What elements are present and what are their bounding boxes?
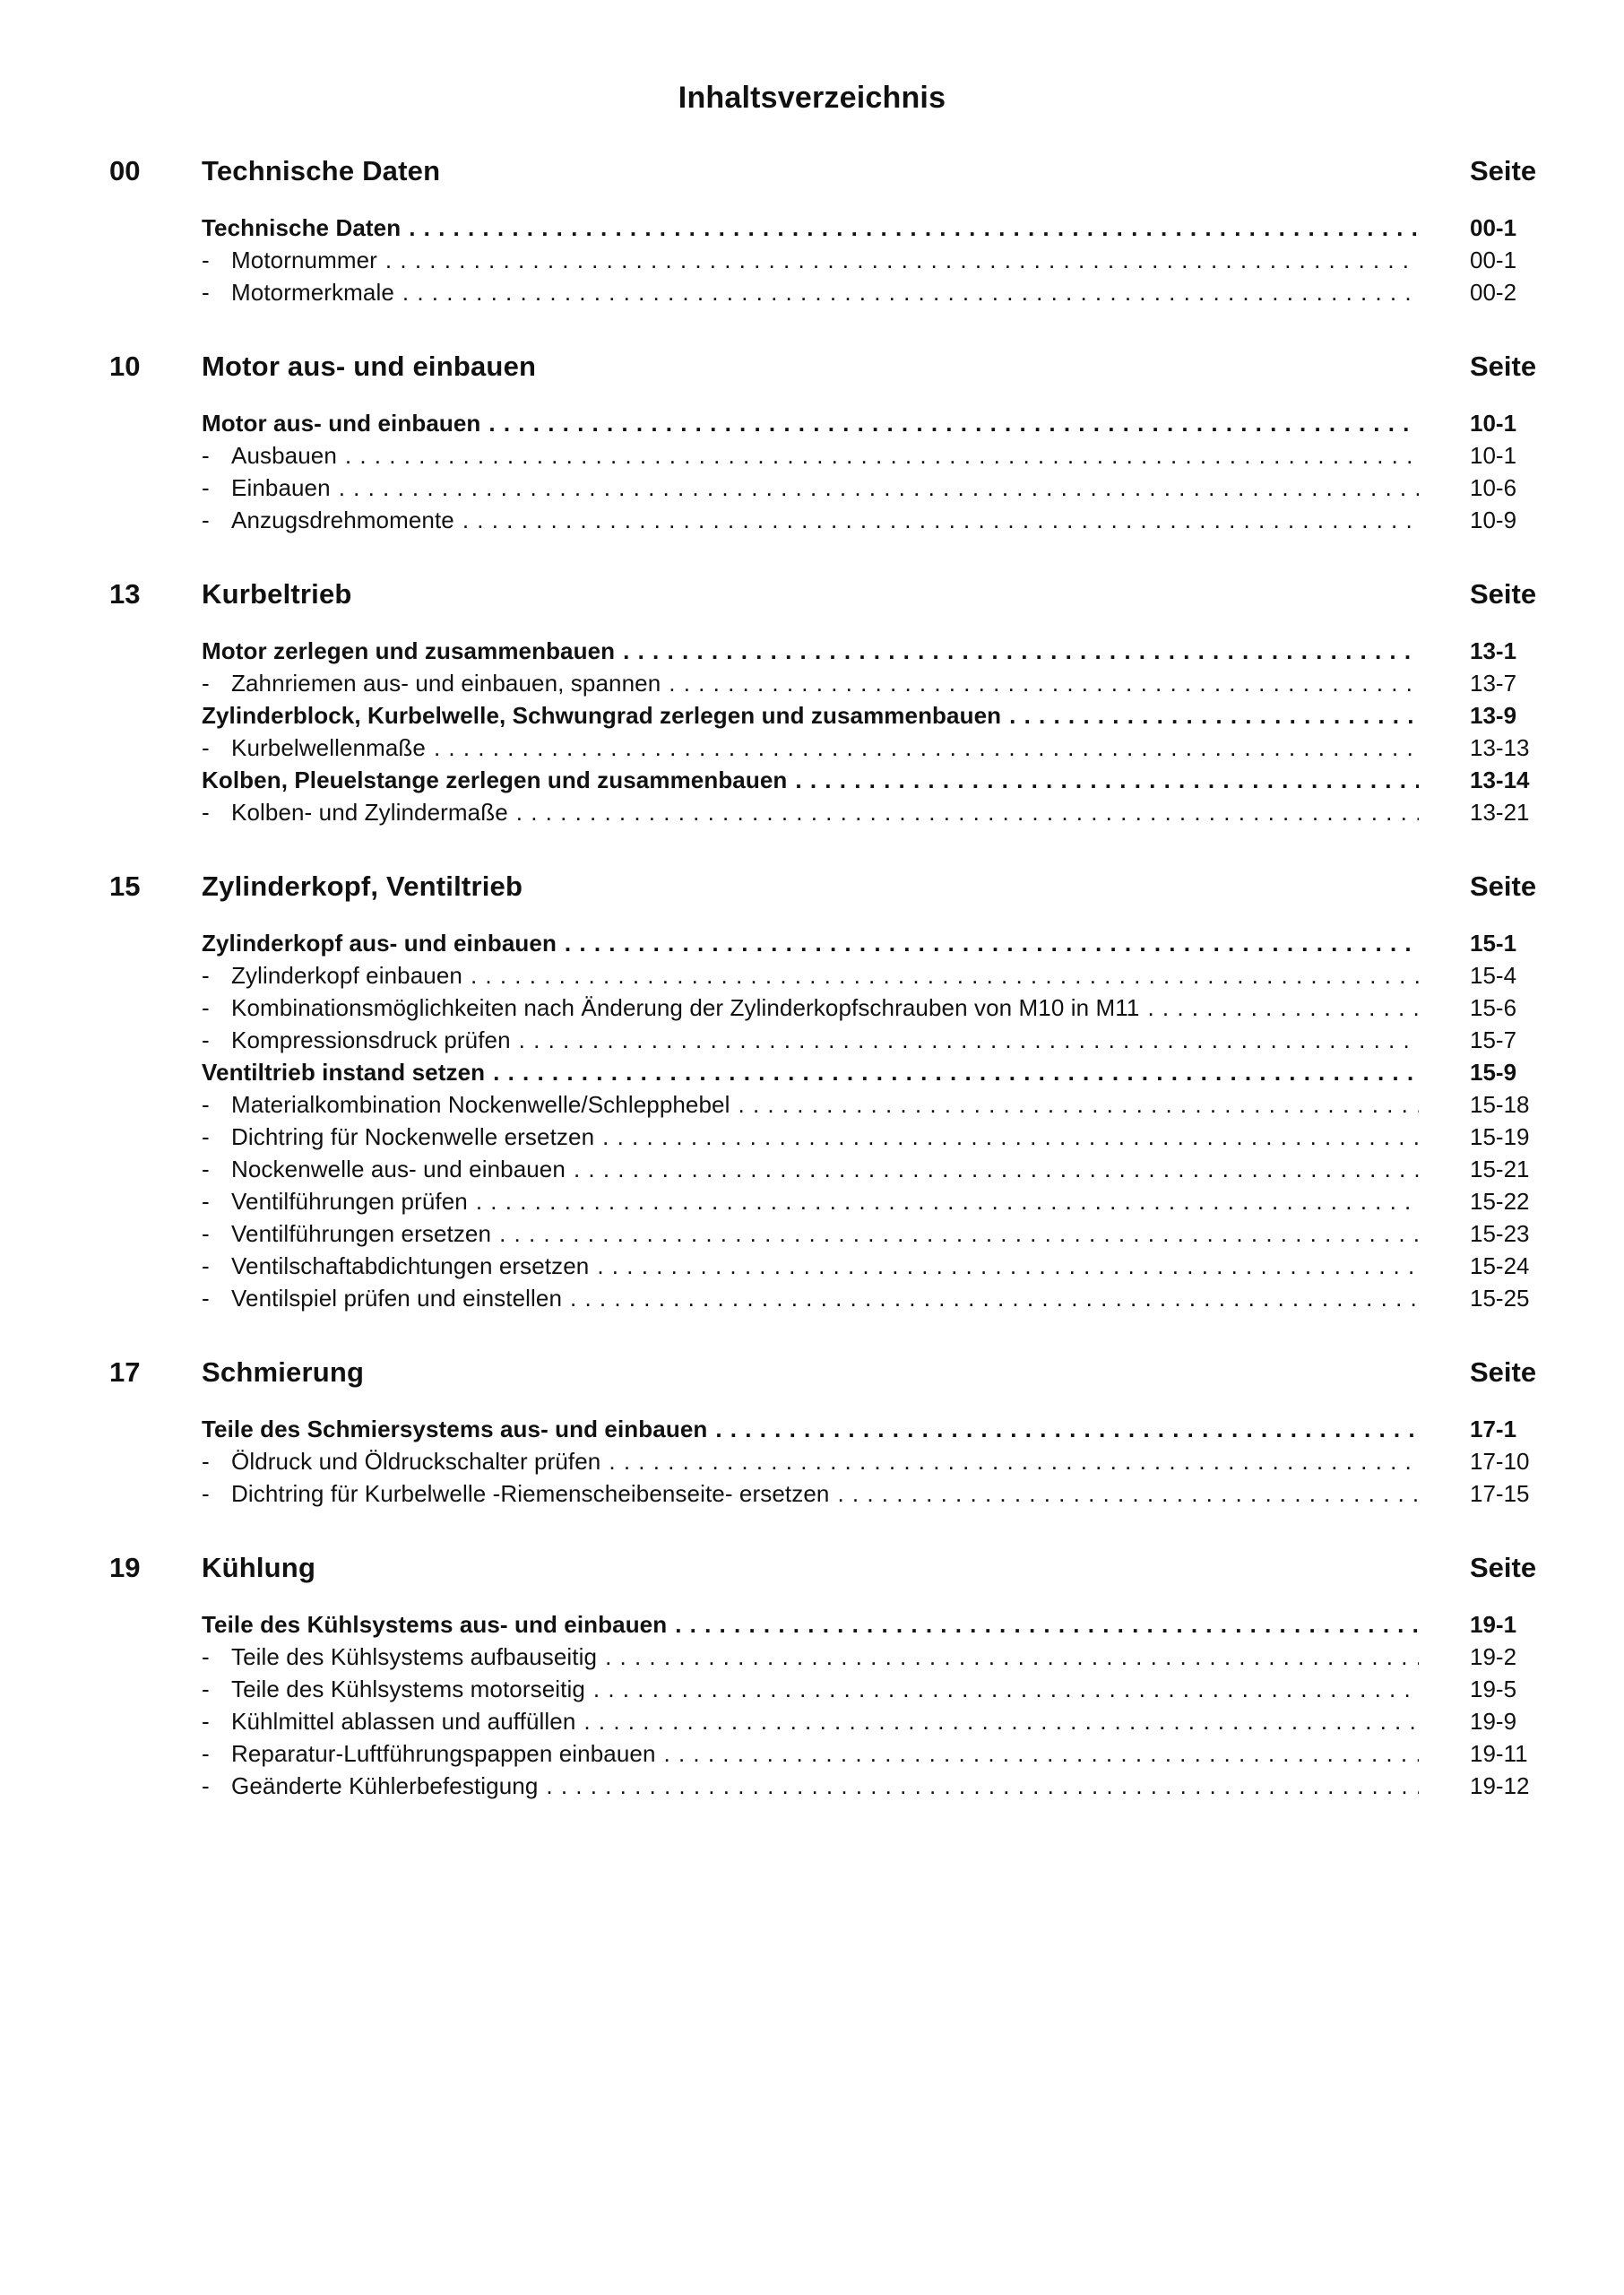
entry-label: Zylinderkopf aus- und einbauen — [202, 930, 557, 957]
toc-entry — [202, 276, 1573, 308]
dot-leader — [675, 1608, 1419, 1641]
toc-entry — [202, 764, 1573, 796]
entry-label: Ventilführungen ersetzen — [231, 1220, 492, 1247]
entry-label: Nockenwelle aus- und einbauen — [231, 1156, 566, 1182]
toc-section-15 — [0, 871, 1624, 1314]
entry-label: Zahnriemen aus- und einbauen, spannen — [231, 670, 661, 697]
page-column-header: Seite — [1470, 1552, 1537, 1583]
entry-dash: - — [202, 670, 210, 697]
entry-dash: - — [202, 1091, 210, 1118]
section-header — [109, 871, 1577, 902]
section-header — [109, 1553, 1577, 1583]
entry-page-number: 19-1 — [1470, 1611, 1517, 1638]
section-number: 19 — [109, 1552, 141, 1583]
section-entries — [202, 407, 1573, 536]
dot-leader — [516, 796, 1419, 828]
dot-leader — [837, 1477, 1419, 1510]
section-number: 17 — [109, 1356, 141, 1388]
entry-label: Kühlmittel ablassen und auffüllen — [231, 1708, 576, 1735]
entry-label: Zylinderkopf einbauen — [231, 962, 462, 989]
entry-label: Motornummer — [231, 247, 377, 273]
entry-dash: - — [202, 734, 210, 761]
dot-leader — [493, 1056, 1419, 1088]
dot-leader — [519, 1024, 1419, 1056]
toc-sections — [0, 156, 1624, 1802]
toc-entry — [202, 1770, 1573, 1802]
entry-page-number: 19-5 — [1470, 1676, 1517, 1702]
toc-entry — [202, 1608, 1573, 1641]
entry-label: Teile des Kühlsystems motorseitig — [231, 1676, 585, 1702]
toc-entry — [202, 1024, 1573, 1056]
entry-page-number: 19-12 — [1470, 1772, 1530, 1799]
dot-leader — [739, 1088, 1420, 1121]
dot-leader — [345, 439, 1419, 472]
dot-leader — [605, 1641, 1419, 1673]
toc-section-10 — [0, 351, 1624, 536]
entry-page-number: 19-9 — [1470, 1708, 1517, 1735]
entry-label: Materialkombination Nockenwelle/Schlepphebel — [231, 1091, 730, 1118]
toc-entry — [202, 1413, 1573, 1445]
dot-leader — [669, 667, 1419, 699]
entry-dash: - — [202, 1156, 210, 1182]
entry-dash: - — [202, 1123, 210, 1150]
toc-entry — [202, 439, 1573, 472]
toc-entry — [202, 1705, 1573, 1737]
entry-dash: - — [202, 1740, 210, 1767]
section-title: Kühlung — [202, 1552, 316, 1583]
entry-dash: - — [202, 1448, 210, 1475]
entry-page-number: 15-7 — [1470, 1026, 1517, 1053]
entry-page-number: 10-1 — [1470, 410, 1517, 437]
toc-entry — [202, 927, 1573, 959]
entry-dash: - — [202, 1285, 210, 1312]
entry-page-number: 15-9 — [1470, 1059, 1517, 1086]
dot-leader — [574, 1153, 1419, 1185]
dot-leader — [402, 276, 1419, 308]
entry-label: Motor aus- und einbauen — [202, 410, 481, 437]
entry-page-number: 10-9 — [1470, 507, 1517, 533]
section-entries — [202, 1413, 1573, 1510]
toc-entry — [202, 1641, 1573, 1673]
entry-page-number: 15-6 — [1470, 994, 1517, 1021]
toc-entry — [202, 992, 1573, 1024]
entry-label: Motormerkmale — [231, 279, 394, 306]
section-number: 00 — [109, 155, 141, 186]
entry-page-number: 00-2 — [1470, 279, 1517, 306]
entry-page-number: 15-18 — [1470, 1091, 1530, 1118]
entry-label: Teile des Kühlsystems aufbauseitig — [231, 1643, 598, 1670]
toc-entry — [202, 732, 1573, 764]
entry-dash: - — [202, 1708, 210, 1735]
entry-dash: - — [202, 1480, 210, 1507]
entry-label: Teile des Schmiersystems aus- und einbauen — [202, 1416, 708, 1442]
entry-dash: - — [202, 994, 210, 1021]
toc-entry — [202, 1673, 1573, 1705]
entry-dash: - — [202, 1252, 210, 1279]
entry-page-number: 19-2 — [1470, 1643, 1517, 1670]
toc-entry — [202, 1477, 1573, 1510]
entry-label: Anzugsdrehmomente — [231, 507, 454, 533]
dot-leader — [499, 1217, 1419, 1250]
page-column-header: Seite — [1470, 870, 1537, 902]
toc-entry — [202, 635, 1573, 667]
entry-page-number: 00-1 — [1470, 214, 1517, 241]
entry-label: Dichtring für Nockenwelle ersetzen — [231, 1123, 595, 1150]
section-header — [109, 156, 1577, 186]
entry-page-number: 15-25 — [1470, 1285, 1530, 1312]
toc-entry — [202, 1121, 1573, 1153]
page-title: Inhaltsverzeichnis — [678, 81, 946, 115]
entry-page-number: 15-21 — [1470, 1156, 1530, 1182]
toc-entry — [202, 1445, 1573, 1477]
toc-section-13 — [0, 579, 1624, 828]
entry-dash: - — [202, 1772, 210, 1799]
entry-dash: - — [202, 962, 210, 989]
toc-entry — [202, 1153, 1573, 1185]
entry-label: Geänderte Kühlerbefestigung — [231, 1772, 539, 1799]
toc-entry — [202, 699, 1573, 732]
toc-entry — [202, 1185, 1573, 1217]
entry-label: Kompressionsdruck prüfen — [231, 1026, 511, 1053]
dot-leader — [609, 1445, 1419, 1477]
entry-dash: - — [202, 799, 210, 826]
dot-leader — [565, 927, 1419, 959]
dot-leader — [795, 764, 1419, 796]
toc-entry — [202, 504, 1573, 536]
toc-entry — [202, 244, 1573, 276]
entry-page-number: 13-7 — [1470, 670, 1517, 697]
toc-entry — [202, 1250, 1573, 1282]
dot-leader — [471, 959, 1419, 992]
entry-dash: - — [202, 279, 210, 306]
entry-dash: - — [202, 1026, 210, 1053]
dot-leader — [583, 1705, 1419, 1737]
toc-entry — [202, 796, 1573, 828]
entry-page-number: 10-6 — [1470, 474, 1517, 501]
entry-page-number: 15-19 — [1470, 1123, 1530, 1150]
page-column-header: Seite — [1470, 578, 1537, 610]
entry-label: Dichtring für Kurbelwelle -Riemenscheibenseite- ersetzen — [231, 1480, 830, 1507]
entry-label: Teile des Kühlsystems aus- und einbauen — [202, 1611, 668, 1638]
entry-dash: - — [202, 1643, 210, 1670]
entry-page-number: 17-1 — [1470, 1416, 1517, 1442]
entry-page-number: 13-21 — [1470, 799, 1530, 826]
entry-label: Motor zerlegen und zusammenbauen — [202, 637, 616, 664]
section-title: Zylinderkopf, Ventiltrieb — [202, 870, 523, 902]
entry-label: Kombinationsmöglichkeiten nach Änderung der Zylinderkopfschrauben von M10 in M11 — [231, 994, 1140, 1021]
toc-entry — [202, 959, 1573, 992]
section-title: Technische Daten — [202, 155, 441, 186]
section-header — [109, 579, 1577, 610]
entry-page-number: 15-4 — [1470, 962, 1517, 989]
dot-leader — [546, 1770, 1419, 1802]
toc-section-19 — [0, 1553, 1624, 1802]
entry-dash: - — [202, 1676, 210, 1702]
toc-entry — [202, 1088, 1573, 1121]
entry-label: Ventilführungen prüfen — [231, 1188, 468, 1215]
dot-leader — [593, 1673, 1419, 1705]
toc-entry — [202, 1282, 1573, 1314]
toc-section-17 — [0, 1357, 1624, 1510]
entry-label: Ventilschaftabdichtungen ersetzen — [231, 1252, 590, 1279]
entry-label: Öldruck und Öldruckschalter prüfen — [231, 1448, 601, 1475]
entry-page-number: 13-13 — [1470, 734, 1530, 761]
dot-leader — [339, 472, 1419, 504]
toc-entry — [202, 1217, 1573, 1250]
page-column-header: Seite — [1470, 155, 1537, 186]
section-number: 13 — [109, 578, 141, 610]
toc-section-00 — [0, 156, 1624, 308]
section-title: Motor aus- und einbauen — [202, 351, 537, 382]
dot-leader — [623, 635, 1419, 667]
entry-label: Ventiltrieb instand setzen — [202, 1059, 486, 1086]
entry-label: Ventilspiel prüfen und einstellen — [231, 1285, 563, 1312]
dot-leader — [715, 1413, 1419, 1445]
toc-entry — [202, 1056, 1573, 1088]
entry-dash: - — [202, 1220, 210, 1247]
entry-label: Zylinderblock, Kurbelwelle, Schwungrad zerlegen und zusammenbauen — [202, 702, 1002, 729]
entry-page-number: 15-1 — [1470, 930, 1517, 957]
entry-label: Kolben, Pleuelstange zerlegen und zusammenbauen — [202, 766, 788, 793]
toc-entry — [202, 212, 1573, 244]
dot-leader — [488, 407, 1419, 439]
entry-page-number: 17-15 — [1470, 1480, 1530, 1507]
dot-leader — [434, 732, 1419, 764]
entry-page-number: 10-1 — [1470, 442, 1517, 469]
entry-label: Technische Daten — [202, 214, 402, 241]
section-number: 10 — [109, 351, 141, 382]
dot-leader — [1009, 699, 1419, 732]
dot-leader — [1147, 992, 1419, 1024]
dot-leader — [602, 1121, 1419, 1153]
entry-page-number: 00-1 — [1470, 247, 1517, 273]
section-entries — [202, 1608, 1573, 1802]
entry-dash: - — [202, 474, 210, 501]
dot-leader — [409, 212, 1419, 244]
entry-page-number: 15-23 — [1470, 1220, 1530, 1247]
entry-dash: - — [202, 442, 210, 469]
section-header — [109, 1357, 1577, 1388]
section-title: Schmierung — [202, 1356, 365, 1388]
toc-entry — [202, 407, 1573, 439]
page-column-header: Seite — [1470, 1356, 1537, 1388]
section-entries — [202, 927, 1573, 1314]
dot-leader — [570, 1282, 1419, 1314]
entry-label: Einbauen — [231, 474, 331, 501]
section-entries — [202, 635, 1573, 828]
entry-dash: - — [202, 247, 210, 273]
entry-dash: - — [202, 1188, 210, 1215]
dot-leader — [385, 244, 1419, 276]
entry-dash: - — [202, 507, 210, 533]
entry-label: Kolben- und Zylindermaße — [231, 799, 508, 826]
entry-page-number: 17-10 — [1470, 1448, 1530, 1475]
dot-leader — [476, 1185, 1419, 1217]
entry-page-number: 19-11 — [1470, 1740, 1528, 1767]
entry-label: Reparatur-Luftführungspappen einbauen — [231, 1740, 656, 1767]
section-entries — [202, 212, 1573, 308]
section-number: 15 — [109, 870, 141, 902]
entry-page-number: 15-22 — [1470, 1188, 1530, 1215]
page-column-header: Seite — [1470, 351, 1537, 382]
entry-page-number: 13-14 — [1470, 766, 1530, 793]
dot-leader — [664, 1737, 1419, 1770]
section-title: Kurbeltrieb — [202, 578, 352, 610]
dot-leader — [597, 1250, 1419, 1282]
toc-entry — [202, 1737, 1573, 1770]
entry-page-number: 13-1 — [1470, 637, 1517, 664]
entry-label: Ausbauen — [231, 442, 337, 469]
section-header — [109, 351, 1577, 382]
entry-page-number: 15-24 — [1470, 1252, 1530, 1279]
entry-page-number: 13-9 — [1470, 702, 1517, 729]
toc-entry — [202, 667, 1573, 699]
entry-label: Kurbelwellenmaße — [231, 734, 426, 761]
toc-entry — [202, 472, 1573, 504]
dot-leader — [462, 504, 1419, 536]
